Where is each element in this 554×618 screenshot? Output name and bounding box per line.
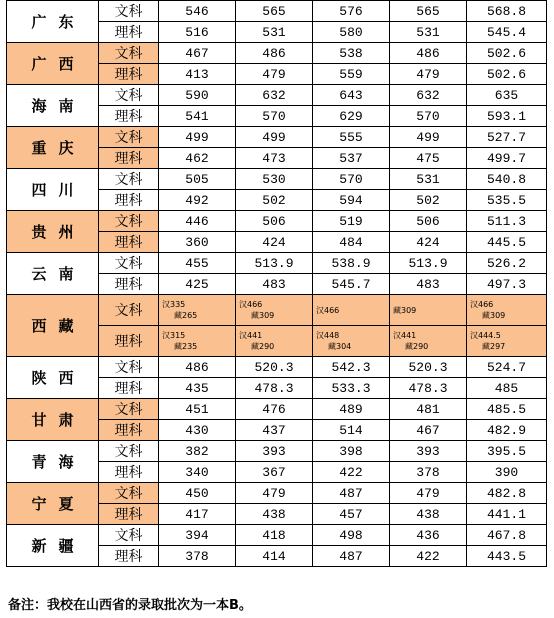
zang-score: 藏290 [251,342,275,351]
score-cell: 513.9 [390,253,467,274]
score-cell: 498 [313,525,390,546]
zang-score: 藏265 [174,311,198,320]
score-cell: 635 [467,85,547,106]
score-cell: 531 [390,22,467,43]
score-cell: 418 [236,525,313,546]
table-row [7,357,547,378]
split-score-cell [159,295,236,326]
score-cell: 360 [159,232,236,253]
score-cell: 519 [313,211,390,232]
score-cell: 486 [159,357,236,378]
score-cell: 514 [313,420,390,441]
score-cell: 486 [236,43,313,64]
score-cell: 535.5 [467,190,547,211]
score-cell: 422 [390,546,467,567]
score-cell: 486 [390,43,467,64]
subject-cell: 理科 [99,546,159,567]
score-cell: 481 [390,399,467,420]
score-cell: 438 [236,504,313,525]
score-cell: 467 [159,43,236,64]
subject-cell: 理科 [99,504,159,525]
score-cell: 499 [236,127,313,148]
score-cell: 580 [313,22,390,43]
province-cell: 广东 [7,1,99,43]
split-score-cell [313,295,390,326]
score-cell: 527.7 [467,127,547,148]
score-cell: 632 [390,85,467,106]
score-cell: 487 [313,483,390,504]
zang-score: 藏235 [174,342,198,351]
score-cell: 593.1 [467,106,547,127]
score-cell: 516 [159,22,236,43]
score-cell: 485.5 [467,399,547,420]
score-cell: 546 [159,1,236,22]
score-cell: 446 [159,211,236,232]
score-cell: 497.3 [467,274,547,295]
province-cell: 青海 [7,441,99,483]
province-cell: 重庆 [7,127,99,169]
province-cell: 陕西 [7,357,99,399]
score-cell: 413 [159,64,236,85]
score-cell: 478.3 [236,378,313,399]
score-cell: 576 [313,1,390,22]
subject-cell: 文科 [99,43,159,64]
subject-cell: 理科 [99,232,159,253]
score-cell: 629 [313,106,390,127]
score-cell: 390 [467,462,547,483]
score-cell: 530 [236,169,313,190]
score-cell: 505 [159,169,236,190]
score-cell: 542.3 [313,357,390,378]
score-cell: 441.1 [467,504,547,525]
score-cell: 443.5 [467,546,547,567]
subject-cell: 文科 [99,211,159,232]
subject-cell: 理科 [99,106,159,127]
score-cell: 393 [236,441,313,462]
split-score-cell [467,295,547,326]
score-cell: 540.8 [467,169,547,190]
score-cell: 340 [159,462,236,483]
score-cell: 479 [236,483,313,504]
province-cell: 广西 [7,43,99,85]
score-cell: 457 [313,504,390,525]
table-row [7,43,547,64]
subject-cell: 理科 [99,378,159,399]
score-cell: 393 [390,441,467,462]
score-cell: 545.4 [467,22,547,43]
province-cell: 宁夏 [7,483,99,525]
score-cell: 445.5 [467,232,547,253]
han-score: 汉315 [162,331,186,340]
score-cell: 643 [313,85,390,106]
han-score: 汉466 [470,300,494,309]
province-cell: 贵州 [7,211,99,253]
province-cell: 新疆 [7,525,99,567]
score-cell: 462 [159,148,236,169]
zang-score: 藏290 [405,342,429,351]
score-cell: 511.3 [467,211,547,232]
score-cell: 435 [159,378,236,399]
province-cell: 甘肃 [7,399,99,441]
han-score: 汉335 [162,300,186,309]
table-row [7,441,547,462]
score-cell: 590 [159,85,236,106]
score-cell: 478.3 [390,378,467,399]
score-cell: 531 [390,169,467,190]
subject-cell: 文科 [99,441,159,462]
table-row [7,295,547,326]
han-score: 藏309 [393,305,417,315]
province-cell: 云南 [7,253,99,295]
table-row [7,211,547,232]
split-score-cell [159,326,236,357]
score-cell: 555 [313,127,390,148]
score-cell: 479 [236,64,313,85]
table-row [7,525,547,546]
score-cell: 422 [313,462,390,483]
score-cell: 395.5 [467,441,547,462]
score-cell: 492 [159,190,236,211]
score-cell: 565 [236,1,313,22]
score-cell: 538.9 [313,253,390,274]
zang-score: 藏309 [482,311,506,320]
score-cell: 398 [313,441,390,462]
score-cell: 378 [390,462,467,483]
score-cell: 467.8 [467,525,547,546]
score-cell: 502.6 [467,43,547,64]
score-cell: 570 [313,169,390,190]
score-cell: 425 [159,274,236,295]
score-cell: 524.7 [467,357,547,378]
score-cell: 541 [159,106,236,127]
subject-cell: 理科 [99,64,159,85]
score-cell: 482.9 [467,420,547,441]
han-score: 汉444.5 [470,331,501,340]
score-cell: 632 [236,85,313,106]
province-cell: 四川 [7,169,99,211]
score-cell: 484 [313,232,390,253]
score-table-container [6,0,547,567]
subject-cell: 理科 [99,420,159,441]
table-row [7,85,547,106]
score-cell: 502 [390,190,467,211]
score-cell: 417 [159,504,236,525]
table-row [7,127,547,148]
score-cell: 487 [313,546,390,567]
subject-cell: 文科 [99,295,159,326]
split-score-cell [390,295,467,326]
split-score-cell [390,326,467,357]
han-score: 汉466 [316,305,340,315]
subject-cell: 文科 [99,357,159,378]
score-cell: 450 [159,483,236,504]
score-cell: 531 [236,22,313,43]
subject-cell: 理科 [99,274,159,295]
score-cell: 506 [390,211,467,232]
score-cell: 570 [236,106,313,127]
han-score: 汉441 [239,331,263,340]
subject-cell: 理科 [99,22,159,43]
subject-cell: 文科 [99,399,159,420]
score-cell: 545.7 [313,274,390,295]
subject-cell: 文科 [99,85,159,106]
score-cell: 479 [390,64,467,85]
province-cell: 海南 [7,85,99,127]
score-cell: 483 [236,274,313,295]
score-cell: 483 [390,274,467,295]
subject-cell: 文科 [99,127,159,148]
footnote: 备注：我校在山西省的录取批次为一本B。 [8,598,252,613]
subject-cell: 文科 [99,169,159,190]
subject-cell: 理科 [99,190,159,211]
score-cell: 475 [390,148,467,169]
score-cell: 513.9 [236,253,313,274]
score-cell: 479 [390,483,467,504]
subject-cell: 文科 [99,1,159,22]
score-cell: 537 [313,148,390,169]
score-cell: 485 [467,378,547,399]
score-cell: 424 [390,232,467,253]
zang-score: 藏297 [482,342,506,351]
score-cell: 436 [390,525,467,546]
score-cell: 437 [236,420,313,441]
score-cell: 594 [313,190,390,211]
score-cell: 570 [390,106,467,127]
split-score-cell [313,326,390,357]
score-cell: 367 [236,462,313,483]
table-row [7,169,547,190]
score-cell: 506 [236,211,313,232]
score-cell: 502 [236,190,313,211]
score-cell: 499.7 [467,148,547,169]
table-row [7,253,547,274]
score-cell: 467 [390,420,467,441]
table-row [7,483,547,504]
subject-cell: 理科 [99,462,159,483]
subject-cell: 理科 [99,148,159,169]
score-cell: 476 [236,399,313,420]
score-cell: 489 [313,399,390,420]
zang-score: 藏304 [328,342,352,351]
split-score-cell [467,326,547,357]
score-cell: 520.3 [236,357,313,378]
split-score-cell [236,295,313,326]
score-cell: 424 [236,232,313,253]
score-cell: 414 [236,546,313,567]
subject-cell: 文科 [99,483,159,504]
zang-score: 藏309 [251,311,275,320]
score-cell: 451 [159,399,236,420]
admission-score-table [6,0,547,567]
subject-cell: 文科 [99,253,159,274]
subject-cell: 文科 [99,525,159,546]
score-cell: 378 [159,546,236,567]
table-row [7,1,547,22]
score-cell: 499 [159,127,236,148]
score-cell: 526.2 [467,253,547,274]
score-cell: 499 [390,127,467,148]
table-row [7,399,547,420]
score-cell: 538 [313,43,390,64]
han-score: 汉466 [239,300,263,309]
score-cell: 502.6 [467,64,547,85]
score-cell: 565 [390,1,467,22]
score-cell: 430 [159,420,236,441]
score-cell: 568.8 [467,1,547,22]
score-cell: 455 [159,253,236,274]
han-score: 汉448 [316,331,340,340]
split-score-cell [236,326,313,357]
score-cell: 482.8 [467,483,547,504]
score-cell: 438 [390,504,467,525]
province-cell: 西藏 [7,295,99,357]
score-cell: 473 [236,148,313,169]
subject-cell: 理科 [99,326,159,357]
score-cell: 533.3 [313,378,390,399]
score-cell: 394 [159,525,236,546]
score-cell: 559 [313,64,390,85]
score-cell: 520.3 [390,357,467,378]
score-cell: 382 [159,441,236,462]
han-score: 汉441 [393,331,417,340]
